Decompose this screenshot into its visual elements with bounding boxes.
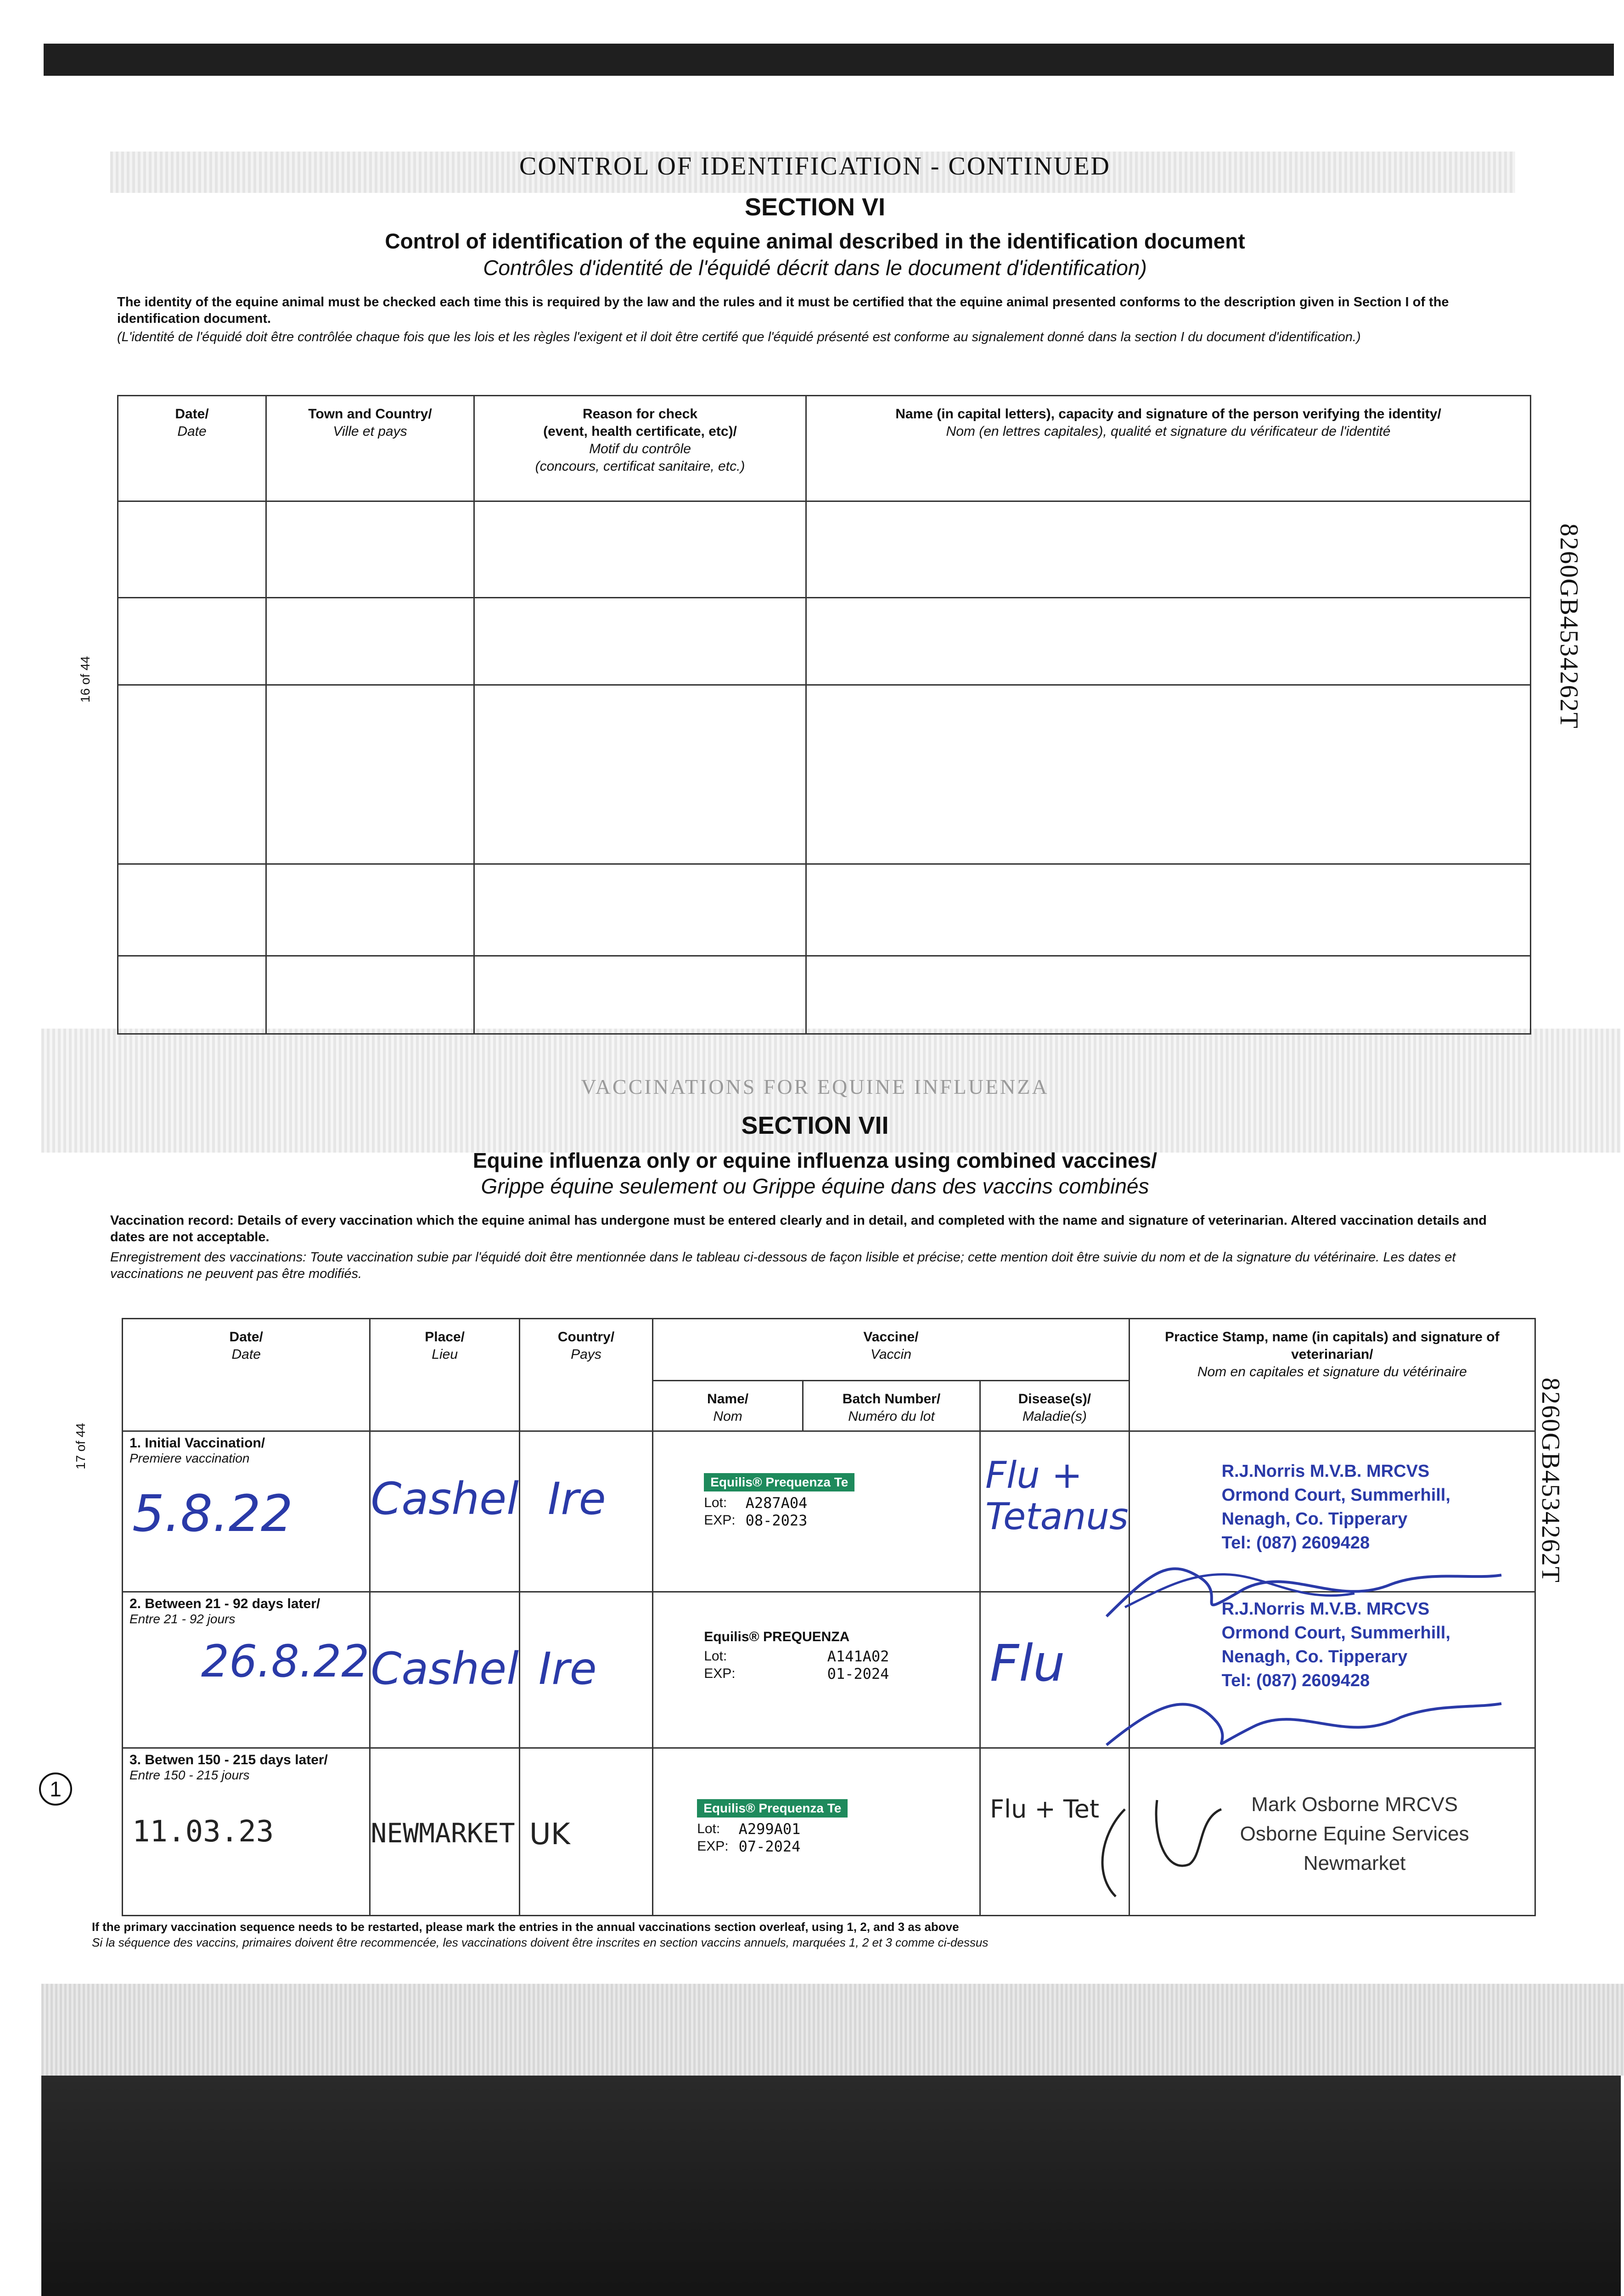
row2-disease: Flu <box>990 1634 1065 1693</box>
row1-disease: Flu + Tetanus <box>985 1454 1129 1538</box>
row1-vaccine-sticker <box>704 1473 854 1529</box>
row1-signature <box>1097 1515 1511 1635</box>
row2-place: Cashel <box>371 1643 519 1694</box>
row3-exp: 07-2024 <box>738 1838 801 1855</box>
row1-date: 5.8.22 <box>132 1484 293 1543</box>
row1-label: 1. Initial Vaccination/ <box>129 1435 265 1451</box>
row2-vaccine-name: Equilis® PREQUENZA <box>704 1629 850 1644</box>
row2-signature <box>1097 1653 1511 1768</box>
row1-vaccine-name: Equilis® Prequenza Te <box>704 1473 854 1491</box>
row2-lot-key: Lot: <box>704 1649 727 1664</box>
row2-exp-key: EXP: <box>704 1666 736 1681</box>
page-heading: CONTROL OF IDENTIFICATION - CONTINUED <box>519 152 1111 180</box>
section7-subtitle-fr: Grippe équine seulement ou Grippe équine dans des vaccins combinés <box>481 1174 1149 1198</box>
section7-title: SECTION VII <box>741 1112 889 1139</box>
s7-col-stamp: Practice Stamp, name (in capitals) and signature of veterinarian/ Nom en capitales et signature du vétérinaire <box>1129 1319 1535 1431</box>
row1-label-fr: Premiere vaccination <box>129 1451 250 1465</box>
section6-title: SECTION VI <box>744 193 886 221</box>
table-row <box>118 956 1531 1034</box>
row1-exp-key: EXP: <box>704 1513 736 1528</box>
row2-practice-stamp: R.J.Norris M.V.B. MRCVS Ormond Court, Summerhill, Nenagh, Co. Tipperary Tel: (087) 2609428 <box>1221 1599 1450 1690</box>
section6-table <box>117 395 1531 1035</box>
page-number-16: 16 of 44 <box>78 656 92 703</box>
scan-bottom-shadow <box>41 2076 1621 2296</box>
s6-col-reason: Reason for check (event, health certificate, etc)/ Motif du contrôle (concours, certificat sanitaire, etc.) <box>474 396 806 501</box>
row3-date: 11.03.23 <box>132 1815 274 1849</box>
s7-col-vaccine-name: Name/ Nom <box>653 1381 803 1431</box>
row1-practice-stamp: R.J.Norris M.V.B. MRCVS Ormond Court, Summerhill, Nenagh, Co. Tipperary Tel: (087) 2609428 <box>1221 1462 1450 1553</box>
row2-exp: 01-2024 <box>827 1665 889 1683</box>
scan-bottom-band <box>41 1984 1624 2076</box>
s7-col-disease: Disease(s)/ Maladie(s) <box>980 1381 1129 1431</box>
row3-lot-key: Lot: <box>697 1821 720 1836</box>
document-id-lower: 8260GB4534262T <box>1536 1378 1565 1583</box>
row2-label: 2. Between 21 - 92 days later/ <box>129 1596 320 1611</box>
table-row <box>118 864 1531 956</box>
row3-label-fr: Entre 150 - 215 jours <box>129 1768 250 1782</box>
s7-col-vaccine: Vaccine/ Vaccin <box>653 1319 1129 1381</box>
row1-place: Cashel <box>371 1473 519 1525</box>
section6-subtitle-en: Control of identification of the equine animal described in the identification document <box>385 229 1245 253</box>
table-row <box>123 1748 1535 1916</box>
section7-footer-en: If the primary vaccination sequence needs to be restarted, please mark the entries in the annual vaccinations section overleaf, using 1, 2, and 3 as above <box>92 1920 959 1934</box>
section6-note-en: The identity of the equine animal must be checked each time this is required by the law and the rules and it must be certified that the equine animal presented conforms to the description given in Section I of the identification document. <box>117 295 1449 326</box>
section7-subtitle-en: Equine influenza only or equine influenza using combined vaccines/ <box>472 1148 1158 1172</box>
row2-country: Ire <box>538 1643 597 1694</box>
section6-note-fr: (L'identité de l'équidé doit être contrôlée chaque fois que les lois et les règles l'exigent et il doit être certifé que l'équidé présenté est conforme au signalement donné dans la section I du document d'identification.) <box>117 330 1361 344</box>
table-row <box>118 685 1531 864</box>
row3-lot: A299A01 <box>738 1820 801 1838</box>
document-id-upper: 8260GB4534262T <box>1555 523 1583 729</box>
row3-country: UK <box>529 1818 570 1851</box>
row3-vaccine-name: Equilis® Prequenza Te <box>697 1799 848 1818</box>
s7-col-date: Date/ Date <box>123 1319 370 1431</box>
s7-col-place: Place/ Lieu <box>370 1319 519 1431</box>
section7-footer-fr: Si la séquence des vaccins, primaires doivent être recommencée, les vaccinations doivent être inscrites en section vaccins annuels, marquées 1, 2 et 3 comme ci-dessus <box>92 1936 989 1949</box>
row1-country: Ire <box>547 1473 606 1525</box>
s6-col-name: Name (in capital letters), capacity and signature of the person verifying the identity/ Nom (en lettres capitales), qualité et signature du vérificateur de l'identité <box>806 396 1531 501</box>
row1-exp: 08-2023 <box>745 1512 808 1529</box>
row2-label-fr: Entre 21 - 92 jours <box>129 1612 236 1626</box>
row3-exp-key: EXP: <box>697 1839 729 1854</box>
row3-signature <box>1084 1782 1267 1919</box>
page-number-17: 17 of 44 <box>73 1423 88 1469</box>
s6-col-date: Date/ Date <box>118 396 266 501</box>
s7-col-country: Country/ Pays <box>519 1319 652 1431</box>
row2-vaccine-sticker <box>704 1629 889 1683</box>
table-row <box>118 598 1531 685</box>
row1-lot-key: Lot: <box>704 1495 727 1510</box>
row3-place: NEWMARKET <box>371 1818 515 1849</box>
section7-record-fr: Enregistrement des vaccinations: Toute vaccination subie par l'équidé doit être mentionnée dans le tableau ci-dessous de façon lisible et précise; cette mention doit être suivie du nom et de la signature du vétérinaire. Les dates et vaccinations ne peuvent pas être modifiés. <box>110 1250 1456 1281</box>
section7-record-en: Vaccination record: Details of every vaccination which the equine animal has undergone must be entered clearly and in detail, and completed with the name and signature of veterinarian. Altered vaccination details and dates are not acceptable. <box>110 1213 1487 1244</box>
s6-col-town: Town and Country/ Ville et pays <box>266 396 474 501</box>
row3-practice-stamp: Mark Osborne MRCVS Osborne Equine Services Newmarket <box>1240 1793 1469 1874</box>
bleed-heading: VACCINATIONS FOR EQUINE INFLUENZA <box>581 1075 1049 1098</box>
margin-mark-circle: 1 <box>39 1773 72 1806</box>
row2-date: 26.8.22 <box>201 1636 370 1687</box>
row1-lot: A287A04 <box>745 1494 808 1512</box>
s7-col-batch: Batch Number/ Numéro du lot <box>803 1381 980 1431</box>
scan-top-shadow <box>44 44 1614 76</box>
row3-label: 3. Betwen 150 - 215 days later/ <box>129 1752 328 1767</box>
section6-subtitle-fr: Contrôles d'identité de l'équidé décrit dans le document d'identification) <box>483 256 1147 280</box>
row3-vaccine-sticker <box>697 1799 848 1855</box>
table-row <box>118 501 1531 598</box>
row3-disease: Flu + Tet <box>990 1795 1100 1823</box>
row2-lot: A141A02 <box>827 1648 889 1665</box>
